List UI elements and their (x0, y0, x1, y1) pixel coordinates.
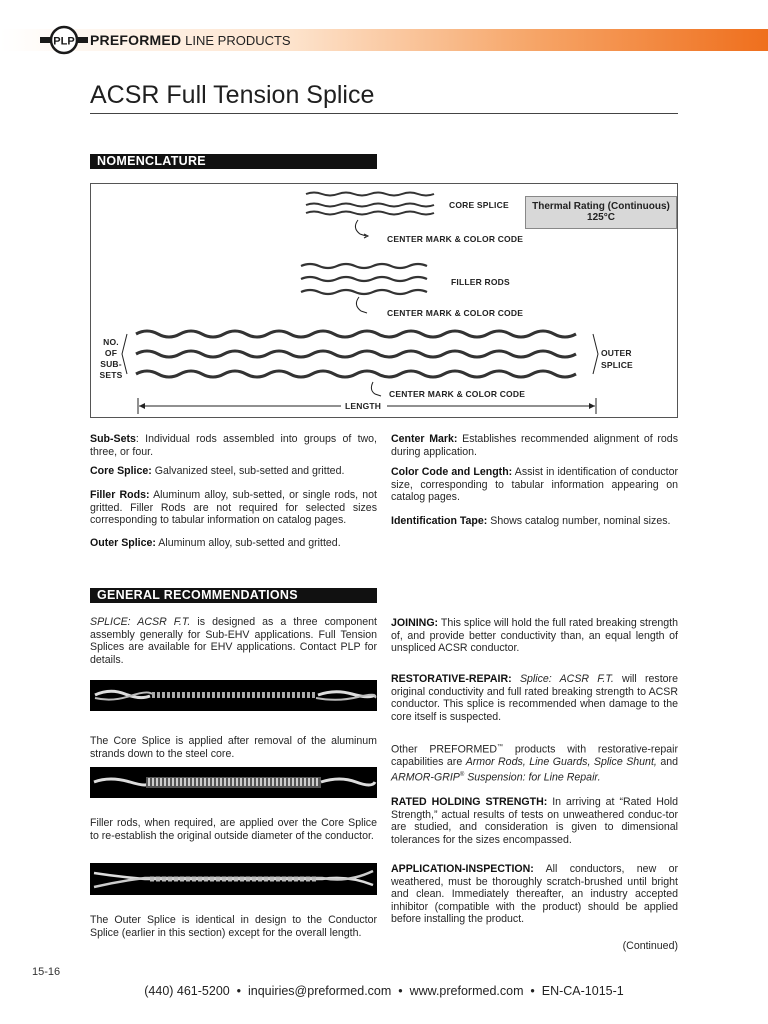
nomenclature-heading: NOMENCLATURE (90, 154, 377, 169)
def-identification-tape (391, 515, 678, 528)
center-mark-label-2: CENTER MARK & COLOR CODE (387, 308, 524, 318)
subsets-line-4: SETS (99, 370, 123, 380)
no-of-subsets-label (99, 337, 123, 381)
page-title: ACSR Full Tension Splice (90, 81, 375, 109)
intro-paragraph (90, 616, 377, 666)
def-sep: : (135, 433, 146, 445)
def-text: Assist in identification of conductor size, corresponding to tabular information appearing on catalog pages. (391, 466, 679, 504)
core-splice-rods (306, 193, 434, 239)
def-filler-rods (90, 489, 377, 527)
joining-text: This splice will hold the full rated breaking strength of, and provide better conductivity than, an equal length of unspliced ACSR conductor. (391, 617, 678, 655)
def-term: Outer Splice: (90, 537, 156, 549)
other-text-2: products with restorative-repair capabilities are (391, 743, 678, 769)
title-divider (90, 113, 678, 114)
subsets-line-1: NO. (103, 337, 119, 347)
outer-splice-rods (122, 331, 598, 396)
def-text: Shows catalog number, nominal sizes. (490, 515, 671, 527)
thermal-rating-box (525, 196, 677, 229)
thermal-rating-title: Thermal Rating (Continuous) (532, 201, 670, 212)
caption-core-splice: The Core Splice is applied after removal of the aluminum strands down to the steel core. (90, 735, 377, 760)
brand-rest: LINE PRODUCTS (185, 33, 291, 48)
thermal-rating-value: 125°C (587, 212, 615, 223)
center-mark-label-3: CENTER MARK & COLOR CODE (389, 389, 526, 399)
rated-strength-paragraph (391, 796, 678, 846)
core-splice-label: CORE SPLICE (449, 200, 509, 210)
length-label: LENGTH (345, 401, 382, 411)
def-color-code (391, 466, 678, 504)
joining-term: JOINING: (391, 617, 439, 629)
general-recommendations-heading: GENERAL RECOMMENDATIONS (90, 588, 377, 603)
plp-logo-icon (40, 25, 88, 55)
def-term: Sub-Sets (90, 433, 136, 445)
footer-contact: (440) 461-5200 • inquiries@preformed.com • www.preformed.com • EN-CA-1015-1 (144, 984, 624, 998)
def-term: Identification Tape: (391, 515, 488, 527)
caption-outer-splice: The Outer Splice is identical in design to the Conductor Splice (earlier in this section) except for the overall length. (90, 914, 377, 939)
core-splice-photo (90, 680, 377, 711)
outer-splice-photo (90, 863, 377, 895)
intro-italic: SPLICE: ACSR F.T. (90, 616, 191, 628)
def-text: Establishes recommended alignment of rods during application. (391, 433, 678, 458)
center-mark-label-1: CENTER MARK & COLOR CODE (387, 234, 524, 244)
nomenclature-diagram (90, 183, 678, 418)
def-text: Galvanized steel, sub-setted and gritted. (154, 465, 345, 477)
rated-text: In arriving at “Rated Hold Strength,” actual results of tests on unweathered conduc-tor are studied, and consideration is given to dimensional tolerances for the sizes encompassed. (391, 796, 678, 846)
brand-bold: PREFORMED (90, 32, 182, 48)
filler-rods-photo (90, 767, 377, 798)
other-products-paragraph (391, 741, 678, 784)
outer-splice-line-1: OUTER (601, 348, 632, 358)
trademark-mark: ™ (497, 744, 503, 750)
restorative-term: RESTORATIVE-REPAIR: (391, 673, 512, 685)
def-core-splice (90, 465, 377, 478)
def-subsets (90, 433, 377, 458)
logo-text: PLP (53, 35, 75, 48)
continued-note: (Continued) (622, 940, 678, 952)
restorative-text: will restore original conductivity and full rated breaking strength to ACSR conductor. This splice is recommended when damage to the core itself is suspected. (391, 673, 678, 723)
outer-splice-line-2: SPLICE (601, 360, 633, 370)
filler-rods (301, 264, 427, 313)
app-term: APPLICATION-INSPECTION: (391, 863, 534, 875)
def-center-mark (391, 433, 678, 458)
subsets-line-2: OF (104, 348, 118, 358)
other-text-1: Other PREFORMED (391, 743, 497, 756)
intro-text: is designed as a three component assembly generally for Sub-EHV applications. Full Tension Splices are available for EHV applications. Contact PLP for details. (90, 616, 377, 666)
joining-paragraph (391, 617, 678, 655)
app-text: All conductors, new or weathered, must be thoroughly scratch-brushed until bright and clean. Immediately thereafter, an industry accepted inhibitor (compatible with the product) should be applied before installing the product. (391, 863, 678, 926)
other-text-3: and (656, 756, 679, 769)
filler-rods-label: FILLER RODS (451, 277, 510, 287)
rated-term: RATED HOLDING STRENGTH: (391, 796, 548, 808)
def-term: Core Splice: (90, 465, 152, 477)
other-italic-1: Armor Rods, Line Guards, Splice Shunt, (465, 756, 657, 769)
def-text: Aluminum alloy, sub-setted and gritted. (158, 537, 341, 549)
subsets-line-3: SUB- (100, 359, 122, 369)
def-text: Individual rods assembled into groups of two, three, or four. (90, 433, 377, 458)
application-inspection-paragraph (391, 863, 678, 926)
other-italic-2: ARMOR-GRIP (391, 771, 460, 784)
def-term: Filler Rods: (90, 489, 150, 501)
outer-splice-label (601, 347, 633, 371)
def-outer-splice (90, 537, 377, 550)
other-italic-3: Suspension: for Line Repair. (464, 771, 601, 784)
def-term: Center Mark: (391, 433, 458, 445)
restorative-paragraph (391, 673, 678, 723)
caption-filler-rods: Filler rods, when required, are applied over the Core Splice to re-establish the original outside diameter of the conductor. (90, 817, 377, 842)
def-text: Aluminum alloy, sub-setted, or single rods, not gritted. Filler Rods are not required for selected sizes corresponding to tabular information on catalog pages. (90, 489, 377, 527)
def-term: Color Code and Length: (391, 466, 513, 478)
registered-mark: ® (459, 771, 465, 778)
brand-name (90, 32, 291, 49)
restorative-italic: Splice: ACSR F.T. (519, 673, 614, 685)
page-number: 15-16 (32, 966, 61, 978)
